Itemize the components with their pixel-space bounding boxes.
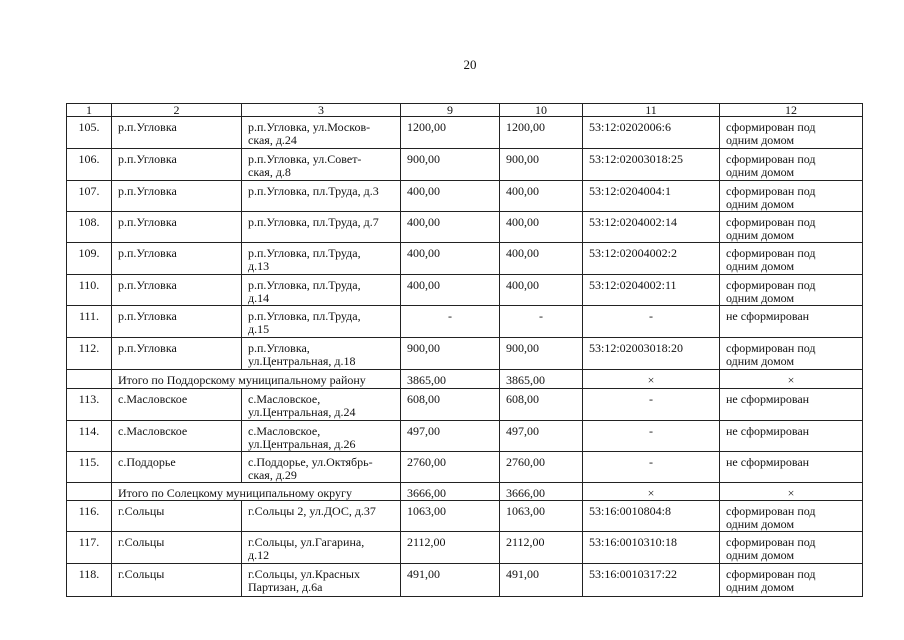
column-9-cell: 900,00: [401, 338, 500, 370]
settlement-cell: с.Масловское: [112, 421, 242, 452]
table-row: [67, 564, 863, 597]
status-cell: сформирован под одним домом: [720, 181, 863, 212]
cadastral-number-cell: 53:12:02003018:20: [583, 338, 720, 370]
row-number-cell: 114.: [67, 421, 112, 452]
column-10-cell: 400,00: [500, 212, 583, 243]
status-cell: сформирован под одним домом: [720, 117, 863, 149]
row-number-cell: 105.: [67, 117, 112, 149]
column-10-cell: 2112,00: [500, 532, 583, 564]
cadastral-number-cell: -: [583, 421, 720, 452]
table-row: [67, 243, 863, 275]
table-row: [67, 421, 863, 452]
total-label-cell: Итого по Поддорскому муниципальному району: [112, 370, 401, 389]
header-cell-10: 10: [500, 104, 583, 117]
row-number-cell: 113.: [67, 389, 112, 421]
header-cell-3: 3: [242, 104, 401, 117]
column-9-cell: 497,00: [401, 421, 500, 452]
cadastral-number-cell: 53:12:02004002:2: [583, 243, 720, 275]
column-10-cell: 900,00: [500, 149, 583, 181]
settlement-cell: р.п.Угловка: [112, 181, 242, 212]
table-row: [67, 338, 863, 370]
status-cell: сформирован под одним домом: [720, 212, 863, 243]
status-cell: ×: [720, 483, 863, 501]
column-9-cell: 2760,00: [401, 452, 500, 483]
status-cell: сформирован под одним домом: [720, 338, 863, 370]
row-number-cell: 110.: [67, 275, 112, 306]
cadastral-number-cell: 53:12:0204002:14: [583, 212, 720, 243]
table-row: [67, 501, 863, 532]
cadastral-number-cell: 53:12:0204004:1: [583, 181, 720, 212]
address-cell: р.п.Угловка, ул.Совет- ская, д.8: [242, 149, 401, 181]
column-10-cell: 400,00: [500, 181, 583, 212]
data-table: [66, 103, 863, 597]
column-10-cell: 3666,00: [500, 483, 583, 501]
settlement-cell: р.п.Угловка: [112, 275, 242, 306]
settlement-cell: р.п.Угловка: [112, 243, 242, 275]
row-number-cell: 117.: [67, 532, 112, 564]
table-row: [67, 117, 863, 149]
table-row: [67, 389, 863, 421]
status-cell: не сформирован: [720, 389, 863, 421]
column-9-cell: -: [401, 306, 500, 338]
status-cell: сформирован под одним домом: [720, 501, 863, 532]
cadastral-number-cell: 53:12:02003018:25: [583, 149, 720, 181]
table-row: [67, 532, 863, 564]
column-10-cell: -: [500, 306, 583, 338]
table-row: [67, 212, 863, 243]
column-9-cell: 2112,00: [401, 532, 500, 564]
column-9-cell: 1200,00: [401, 117, 500, 149]
status-cell: сформирован под одним домом: [720, 243, 863, 275]
address-cell: г.Сольцы, ул.Красных Партизан, д.6а: [242, 564, 401, 597]
column-9-cell: 1063,00: [401, 501, 500, 532]
column-10-cell: 1200,00: [500, 117, 583, 149]
cadastral-number-cell: 53:16:0010310:18: [583, 532, 720, 564]
settlement-cell: с.Масловское: [112, 389, 242, 421]
settlement-cell: р.п.Угловка: [112, 117, 242, 149]
settlement-cell: р.п.Угловка: [112, 306, 242, 338]
total-row: [67, 370, 863, 389]
table-row: [67, 452, 863, 483]
address-cell: р.п.Угловка, пл.Труда, д.13: [242, 243, 401, 275]
settlement-cell: с.Поддорье: [112, 452, 242, 483]
address-cell: г.Сольцы, ул.Гагарина, д.12: [242, 532, 401, 564]
page-number: 20: [463, 57, 477, 72]
settlement-cell: р.п.Угловка: [112, 149, 242, 181]
column-10-cell: 1063,00: [500, 501, 583, 532]
column-10-cell: 400,00: [500, 243, 583, 275]
column-9-cell: 400,00: [401, 275, 500, 306]
address-cell: р.п.Угловка, пл.Труда, д.15: [242, 306, 401, 338]
total-row: [67, 483, 863, 501]
column-10-cell: 400,00: [500, 275, 583, 306]
column-10-cell: 900,00: [500, 338, 583, 370]
row-number-cell: [67, 483, 112, 501]
address-cell: с.Масловское, ул.Центральная, д.26: [242, 421, 401, 452]
settlement-cell: г.Сольцы: [112, 564, 242, 597]
row-number-cell: 111.: [67, 306, 112, 338]
settlement-cell: г.Сольцы: [112, 532, 242, 564]
address-cell: с.Поддорье, ул.Октябрь- ская, д.29: [242, 452, 401, 483]
cadastral-number-cell: 53:16:0010317:22: [583, 564, 720, 597]
cadastral-number-cell: ×: [583, 483, 720, 501]
cadastral-number-cell: ×: [583, 370, 720, 389]
status-cell: не сформирован: [720, 452, 863, 483]
cadastral-number-cell: -: [583, 389, 720, 421]
header-cell-12: 12: [720, 104, 863, 117]
row-number-cell: 116.: [67, 501, 112, 532]
column-9-cell: 900,00: [401, 149, 500, 181]
column-9-cell: 400,00: [401, 181, 500, 212]
settlement-cell: г.Сольцы: [112, 501, 242, 532]
address-cell: р.п.Угловка, ул.Центральная, д.18: [242, 338, 401, 370]
row-number-cell: 112.: [67, 338, 112, 370]
table-row: [67, 275, 863, 306]
table-body: [67, 117, 863, 597]
header-cell-2: 2: [112, 104, 242, 117]
cadastral-number-cell: -: [583, 306, 720, 338]
column-10-cell: 497,00: [500, 421, 583, 452]
status-cell: не сформирован: [720, 306, 863, 338]
column-9-cell: 3865,00: [401, 370, 500, 389]
settlement-cell: р.п.Угловка: [112, 338, 242, 370]
status-cell: сформирован под одним домом: [720, 532, 863, 564]
table-row: [67, 306, 863, 338]
status-cell: сформирован под одним домом: [720, 149, 863, 181]
column-9-cell: 400,00: [401, 212, 500, 243]
column-9-cell: 400,00: [401, 243, 500, 275]
row-number-cell: 107.: [67, 181, 112, 212]
row-number-cell: 108.: [67, 212, 112, 243]
status-cell: сформирован под одним домом: [720, 275, 863, 306]
header-cell-9: 9: [401, 104, 500, 117]
cadastral-number-cell: 53:12:0204002:11: [583, 275, 720, 306]
status-cell: не сформирован: [720, 421, 863, 452]
header-cell-11: 11: [583, 104, 720, 117]
column-9-cell: 608,00: [401, 389, 500, 421]
column-9-cell: 3666,00: [401, 483, 500, 501]
address-cell: р.п.Угловка, пл.Труда, д.7: [242, 212, 401, 243]
address-cell: р.п.Угловка, пл.Труда, д.3: [242, 181, 401, 212]
table-row: [67, 181, 863, 212]
column-10-cell: 491,00: [500, 564, 583, 597]
row-number-cell: [67, 370, 112, 389]
row-number-cell: 109.: [67, 243, 112, 275]
row-number-cell: 115.: [67, 452, 112, 483]
status-cell: ×: [720, 370, 863, 389]
address-cell: р.п.Угловка, пл.Труда, д.14: [242, 275, 401, 306]
address-cell: с.Масловское, ул.Центральная, д.24: [242, 389, 401, 421]
row-number-cell: 118.: [67, 564, 112, 597]
row-number-cell: 106.: [67, 149, 112, 181]
settlement-cell: р.п.Угловка: [112, 212, 242, 243]
column-10-cell: 3865,00: [500, 370, 583, 389]
table-row: [67, 149, 863, 181]
column-10-cell: 608,00: [500, 389, 583, 421]
header-cell-1: 1: [67, 104, 112, 117]
address-cell: р.п.Угловка, ул.Москов- ская, д.24: [242, 117, 401, 149]
column-10-cell: 2760,00: [500, 452, 583, 483]
total-label-cell: Итого по Солецкому муниципальному округу: [112, 483, 401, 501]
cadastral-number-cell: 53:12:0202006:6: [583, 117, 720, 149]
cadastral-number-cell: 53:16:0010804:8: [583, 501, 720, 532]
column-9-cell: 491,00: [401, 564, 500, 597]
address-cell: г.Сольцы 2, ул.ДОС, д.37: [242, 501, 401, 532]
cadastral-number-cell: -: [583, 452, 720, 483]
status-cell: сформирован под одним домом: [720, 564, 863, 597]
table-header-row: [67, 104, 863, 117]
